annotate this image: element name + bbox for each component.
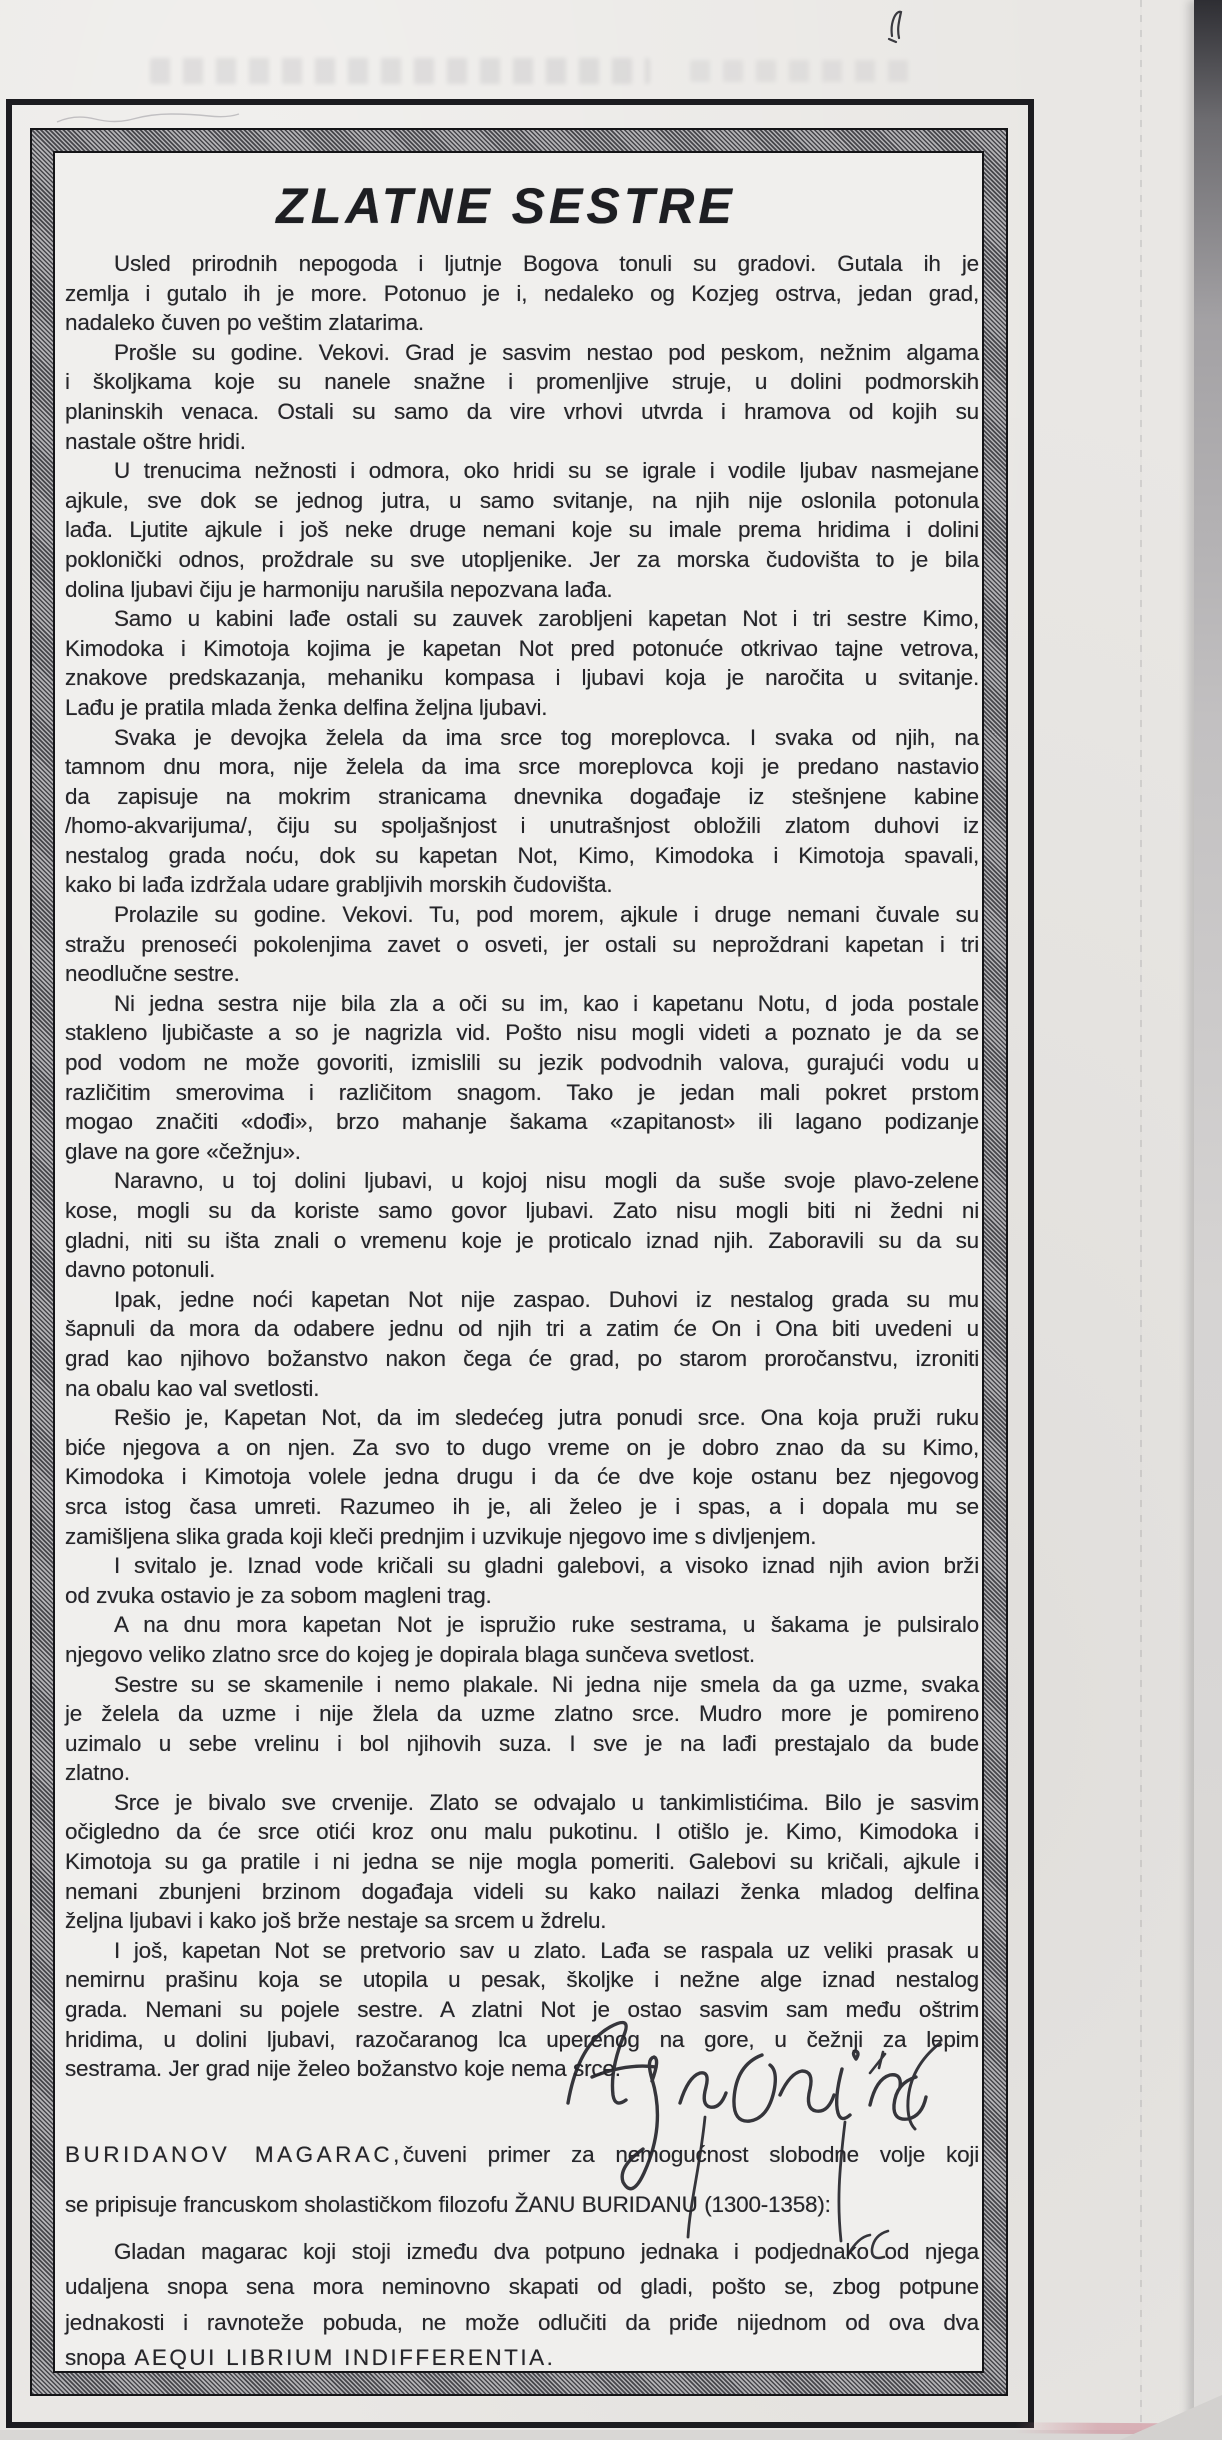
text-line: znakove predskazanja, mehaniku kompasa i ljubavi koja je naročita u svitanje.	[65, 665, 979, 691]
text-line: grad kao njihovo božanstvo nakon čega će grad, po starom proročanstvu, izroniti	[65, 1345, 979, 1371]
text-line: gladni, niti su išta znali o vremenu koje je proticalo iznad njih. Zaboravili su da su	[65, 1227, 979, 1253]
buridan-paragraph	[65, 2130, 979, 2230]
text-line: Rešio je, Kapetan Not, da im sledećeg jutra ponudi srce. Ona koja pruži ruku	[114, 1405, 979, 1431]
text-line	[65, 2130, 979, 2180]
text-line: različitim smerovima i različitom snagom. Tako je jedan mali pokret prstom	[65, 1079, 979, 1105]
text-line: uzimalo u sebe vrelinu i bol njihovih suza. I sve je na lađi prestajalo da bude	[65, 1730, 979, 1756]
text-line: Ipak, jedne noći kapetan Not nije zaspao. Duhovi iz nestalog grada su mu	[114, 1286, 979, 1312]
gladan-paragraph	[65, 2234, 979, 2376]
text-line: grada. Nemani su pojele sestre. A zlatni Not je ostao sasvim sam među oštrim	[65, 1997, 979, 2023]
text-line: na obalu kao val svetlosti.	[65, 1375, 320, 1401]
text-line: nastale oštre hridi.	[65, 428, 246, 454]
text-line: zamišljena slika grada koji kleči prednjim i uzvikuje njegovo ime s divljenjem.	[65, 1523, 817, 1549]
text-line: nemirnu prašinu koja se utopila u pesak, školjke i nežne alge iznad nestalog	[65, 1967, 979, 1993]
text-line: Kimodoka i Kimotoja volele jedna drugu i da će dve koje ostanu bez njegovog	[65, 1464, 979, 1490]
text-line: ajkule, sve dok se jednog jutra, u samo svitanje, na njih nije oslonila potonula	[65, 487, 979, 513]
buridan-philosopher-caps: ŽANU BURIDANU	[514, 2191, 698, 2217]
text-line: srca istog časa umreti. Razumeo ih je, ali želeo je i spas, a i dopala mu se	[65, 1493, 979, 1519]
buridan-line2-end: (1300-1358):	[697, 2191, 831, 2217]
text-line: pod vodom ne može govoriti, izmislili su jezik podvodnih valova, gurajući vodu u	[65, 1050, 979, 1076]
text-line: Samo u kabini lađe ostali su zauvek zarobljeni kapetan Not i tri sestre Kimo,	[114, 606, 979, 632]
bleedthrough-ghost-text	[150, 58, 650, 84]
text-line: Prolazile su godine. Vekovi. Tu, pod morem, ajkule i druge nemani čuvale su	[114, 902, 979, 928]
paper-fold-line	[1140, 0, 1142, 2440]
text-line: šapnuli da mora da odabere jednu od njih tri a zatim će On i Ona biti uvedeni u	[65, 1316, 979, 1342]
pen-mark-icon	[884, 6, 910, 46]
text-line: U trenucima nežnosti i odmora, oko hridi su se igrale i vodile ljubav nasmejane	[114, 458, 979, 484]
text-line: poklonički odnos, proždrale su sve utopljenike. Jer za morska čudovišta to je bila	[65, 546, 979, 572]
text-line: /homo-akvarijuma/, čiju su spoljašnjost i unutrašnjost obložili zlatom duhovi iz	[65, 813, 979, 839]
text-line: Lađu je pratila mlada ženka delfina željna ljubavi.	[65, 694, 548, 720]
text-line: tamnom dnu mora, nije želela da ima srce moreplovca koji je predano nastavio	[65, 754, 979, 780]
page-content	[53, 151, 984, 2373]
text-line: stražu prenoseći pokolenjima zavet o osveti, jer ostali su neproždrani kapetan i tri	[65, 931, 979, 957]
gladan-line4-start: snopa	[65, 2345, 126, 2371]
text-line: od zvuka ostavio je za sobom magleni trag.	[65, 1582, 492, 1608]
text-line: željna ljubavi i kako još brže nestaje sa srcem u ždrelu.	[65, 1908, 607, 1934]
latin-phrase-caps: AEQUI LIBRIUM INDIFFERENTIA.	[134, 2345, 556, 2371]
text-line: Gladan magarac koji stoji između dva potpuno jednaka i podjednako od njega	[114, 2238, 979, 2264]
text-line: mogao značiti «dođi», brzo mahanje šakama «zapitanost» ili lagano podizanje	[65, 1109, 979, 1135]
buridan-line1-rest: čuveni primer za nemogućnost slobodne volje koji	[402, 2141, 979, 2167]
text-line: Sestre su se skamenile i nemo plakale. Ni jedna nije smela da ga uzme, svaka	[114, 1671, 979, 1697]
text-line: kose, mogli su da koriste samo govor ljubavi. Zato nisu mogli biti ni žedni ni	[65, 1198, 979, 1223]
text-line: neodlučne sestre.	[65, 961, 240, 987]
text-line: stakleno ljubičaste a so je nagrizla vid. Pošto nisu mogli videti a poznato je da se	[65, 1020, 979, 1046]
text-line: I svitalo je. Iznad vode kričali su gladni galebovi, a visoko iznad njih avion brži	[114, 1553, 979, 1579]
text-line: glave na gore «čežnju».	[65, 1138, 301, 1164]
page-title: ZLATNE SESTRE	[276, 178, 736, 234]
text-line: biće njegova a on njen. Za svo to dugo vreme on je dobro znao da su Kimo,	[65, 1434, 979, 1460]
text-line: davno potonuli.	[65, 1257, 216, 1283]
text-line: da zapisuje na mokrim stranicama dnevnika događaje iz stešnjene kabine	[65, 783, 979, 809]
story	[65, 249, 979, 2084]
text-line: udaljena snopa sena mora neminovno skapati od gladi, pošto se, zbog potpune	[65, 2274, 979, 2300]
buridan-heading-caps: BURIDANOV MAGARAC,	[65, 2141, 403, 2167]
text-line: Kimotoja su ga pratile i ni jedna se nije mogla pomeriti. Galebovi su kričali, ajkule i	[65, 1849, 979, 1875]
text-line: Kimodoka i Kimotoja kojima je kapetan Not pred potonuće otkrivao tajne vetrova,	[65, 635, 979, 661]
bleedthrough-ghost-text	[690, 60, 920, 82]
text-line: očigledno da će srce otići kroz onu malu pukotinu. I otišlo je. Kimo, Kimodoka i	[65, 1819, 979, 1845]
text-line: i školjkama koje su nanele snažne i promenljive struje, u dolini podmorskih	[65, 369, 979, 395]
text-line: kako bi lađa izdržala udare grabljivih morskih čudovišta.	[65, 872, 613, 898]
text-line: nestalog grada noću, dok su kapetan Not, Kimo, Kimodoka i Kimotoja spavali,	[65, 842, 979, 868]
text-line: sestrama. Jer grad nije želeo božanstvo koje nema srce.	[65, 2056, 621, 2082]
text-line: nadaleko čuven po veštim zlatarima.	[65, 310, 424, 336]
text-line: Usled prirodnih nepogoda i ljutnje Bogova tonuli su gradovi. Gutala ih je	[114, 251, 979, 276]
buridan-line2-start: se pripisuje francuskom sholastičkom filozofu	[65, 2191, 515, 2217]
text-line: Srce je bivalo sve crvenije. Zlato se odvajalo u tankimlistićima. Bilo je sasvim	[114, 1789, 979, 1815]
text-line: Svaka je devojka želela da ima srce tog moreplovca. I svaka od njih, na	[114, 724, 979, 750]
text-line: jednakosti i ravnoteže pobuda, ne može odlučiti da priđe nijednom od ova dva	[65, 2309, 979, 2335]
text-line: zlatno.	[65, 1760, 130, 1786]
text-line: je želela da uzme i nije žlela da uzme zlatno srce. Mudro more je pomireno	[65, 1701, 979, 1727]
text-line: lađa. Ljutite ajkule i još neke druge nemani koje su imale prema hridima i dolini	[65, 517, 979, 543]
text-line: I još, kapetan Not se pretvorio sav u zlato. Lađa se raspala uz veliki prasak u	[114, 1937, 979, 1963]
text-line: dolina ljubavi čiju je harmoniju narušila nepozvana lađa.	[65, 576, 613, 602]
text-line: zemlja i gutalo ih je more. Potonuo je i, nedaleko og Kozjeg ostrva, jedan grad,	[65, 280, 979, 306]
text-line: njegovo veliko zlatno srce do kojeg je dopirala blaga sunčeva svetlost.	[65, 1641, 755, 1667]
text-line: Naravno, u toj dolini ljubavi, u kojoj nisu mogli da suše svoje plavo-zelene	[114, 1168, 979, 1194]
text-line: Ni jedna sestra nije bila zla a oči su im, kao i kapetanu Notu, d joda postale	[114, 990, 979, 1016]
text-line: nemani zbunjeni brzinom događaja videli su kako nailazi ženka mladog delfina	[65, 1878, 979, 1904]
text-line: planinskih venaca. Ostali su samo da vire vrhovi utvrda i hramova od kojih su	[65, 398, 979, 424]
scan-right-edge	[1194, 0, 1222, 2440]
text-line: A na dnu mora kapetan Not je ispružio ruke sestrama, u šakama je pulsiralo	[114, 1612, 979, 1638]
text-line	[65, 2180, 979, 2230]
text-line: hridima, u dolini ljubavi, razočaranog lca uperenog na gore, u čežnji za lepim	[65, 2026, 979, 2052]
text-line: Prošle su godine. Vekovi. Grad je sasvim nestao pod peskom, nežnim algama	[114, 339, 979, 365]
text-line	[65, 2340, 979, 2375]
